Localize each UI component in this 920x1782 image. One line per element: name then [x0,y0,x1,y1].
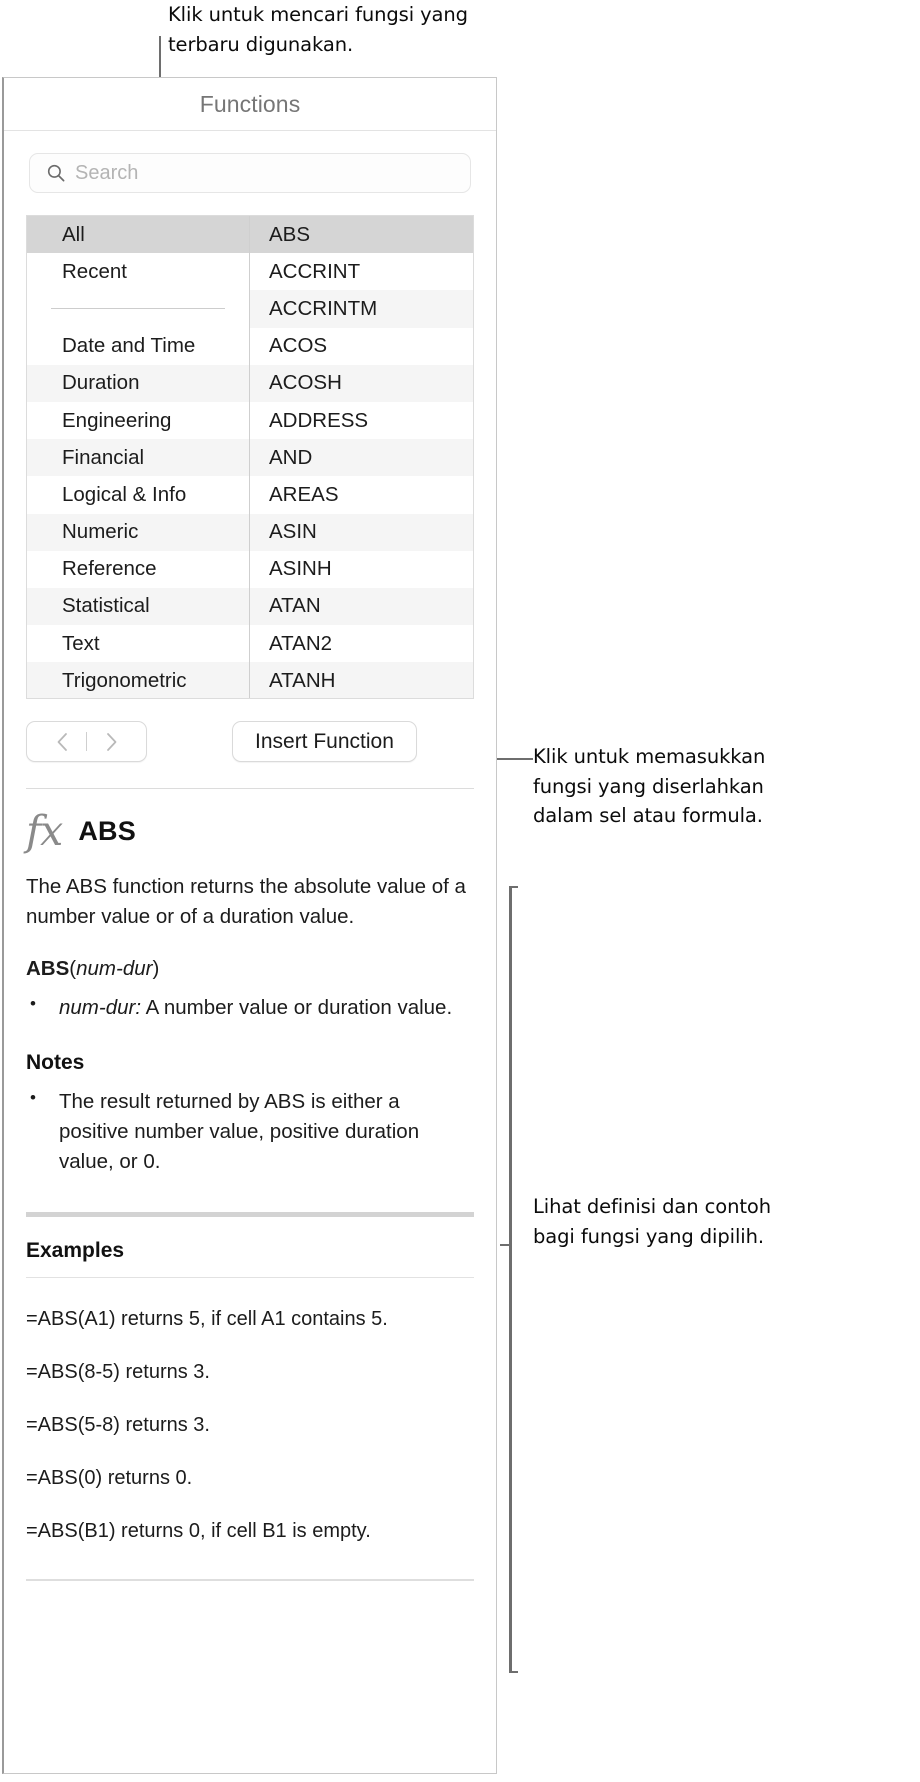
navigation-segmented-control[interactable] [26,721,147,762]
separator-line [51,308,224,309]
functions-panel [2,77,497,1774]
category-item-all[interactable]: All [27,216,249,253]
syntax-open-paren: ( [69,957,77,981]
page-title: Functions [199,90,301,117]
detail-function-name: ABS [78,816,136,846]
leader-bracket-detail [509,886,512,1673]
note-item: • The result returned by ABS is either a positive number value, positive duration value, or 0. [26,1087,474,1176]
argument-text: A number value or duration value. [141,996,453,1020]
callout-recent-search: Klik untuk mencari fungsi yang terbaru digunakan. [168,3,468,56]
function-item-address[interactable]: ADDRESS [269,408,369,432]
function-item-atanh[interactable]: ATANH [250,662,473,698]
callout-function-detail: Lihat definisi dan contoh bagi fungsi yang dipilih. [533,1195,771,1248]
search-icon [46,163,66,183]
example-line: =ABS(5-8) returns 3. [26,1414,210,1437]
syntax-argument: num-dur [76,957,153,981]
category-item-trigonometric[interactable]: Trigonometric [27,662,249,698]
category-item-duration[interactable]: Duration [27,365,249,402]
detail-syntax [26,957,474,981]
function-item-atan[interactable]: ATAN [250,588,473,625]
chevron-left-icon [55,731,70,753]
leader-bracket-tick-top [509,886,518,888]
argument-item [26,993,474,1023]
function-item-abs[interactable]: ABS [250,216,473,253]
category-item-numeric[interactable]: Numeric [27,514,249,551]
function-detail-pane [4,788,496,1581]
panel-titlebar [4,78,496,131]
function-item-accrintm[interactable]: ACCRINTM [250,290,473,327]
syntax-close-paren: ) [152,957,160,981]
function-list[interactable] [250,216,473,698]
back-button[interactable] [38,731,86,753]
notes-title: Notes [26,1051,85,1075]
example-line: =ABS(A1) returns 5, if cell A1 contains 5. [26,1308,388,1331]
function-item-accrint[interactable]: ACCRINT [269,259,361,283]
leader-bracket-tick-middle [500,1244,512,1246]
category-item-reference[interactable]: Reference [62,557,157,581]
function-item-acosh[interactable]: ACOSH [250,365,473,402]
insert-function-button[interactable]: Insert Function [232,721,417,762]
syntax-function-name: ABS [26,957,70,981]
examples-list [26,1308,474,1543]
search-input[interactable] [75,162,458,185]
function-item-atan2[interactable]: ATAN2 [269,631,333,655]
argument-term: num-dur: [59,996,142,1020]
examples-title: Examples [26,1239,125,1263]
leader-bracket-tick-bottom [509,1671,518,1673]
category-item-date-and-time[interactable]: Date and Time [62,334,196,358]
example-line: =ABS(B1) returns 0, if cell B1 is empty. [26,1520,371,1543]
function-item-areas[interactable]: AREAS [269,482,339,506]
category-item-separator [27,290,249,327]
notes-list [26,1087,474,1176]
controls-row [4,699,496,762]
search-field[interactable] [29,153,471,193]
callout-insert-function: Klik untuk memasukkan fungsi yang diserlahkan dalam sel atau formula. [533,745,766,828]
function-item-asinh[interactable]: ASINH [269,557,332,581]
category-item-statistical[interactable]: Statistical [27,588,249,625]
examples-section-divider [26,1212,474,1217]
fx-icon: fx [26,807,63,855]
function-item-and[interactable]: AND [250,439,473,476]
example-line: =ABS(8-5) returns 3. [26,1361,210,1384]
category-item-engineering[interactable]: Engineering [62,408,172,432]
detail-header [26,807,474,855]
category-item-recent[interactable]: Recent [62,259,127,283]
examples-bottom-rule [26,1579,474,1581]
forward-button[interactable] [87,731,135,753]
detail-description: The ABS function returns the absolute value of a number value or of a duration value. [26,875,466,928]
example-line: =ABS(0) returns 0. [26,1467,193,1490]
search-row [4,131,496,207]
category-item-financial[interactable]: Financial [27,439,249,476]
category-list[interactable] [27,216,250,698]
function-item-asin[interactable]: ASIN [250,514,473,551]
chevron-right-icon [104,731,119,753]
argument-list [26,993,474,1023]
function-browser-lists [26,215,474,699]
category-item-logical-info[interactable]: Logical & Info [62,482,187,506]
detail-top-divider [26,788,474,789]
category-item-text[interactable]: Text [62,631,100,655]
function-item-acos[interactable]: ACOS [269,334,328,358]
examples-rule [26,1277,474,1278]
